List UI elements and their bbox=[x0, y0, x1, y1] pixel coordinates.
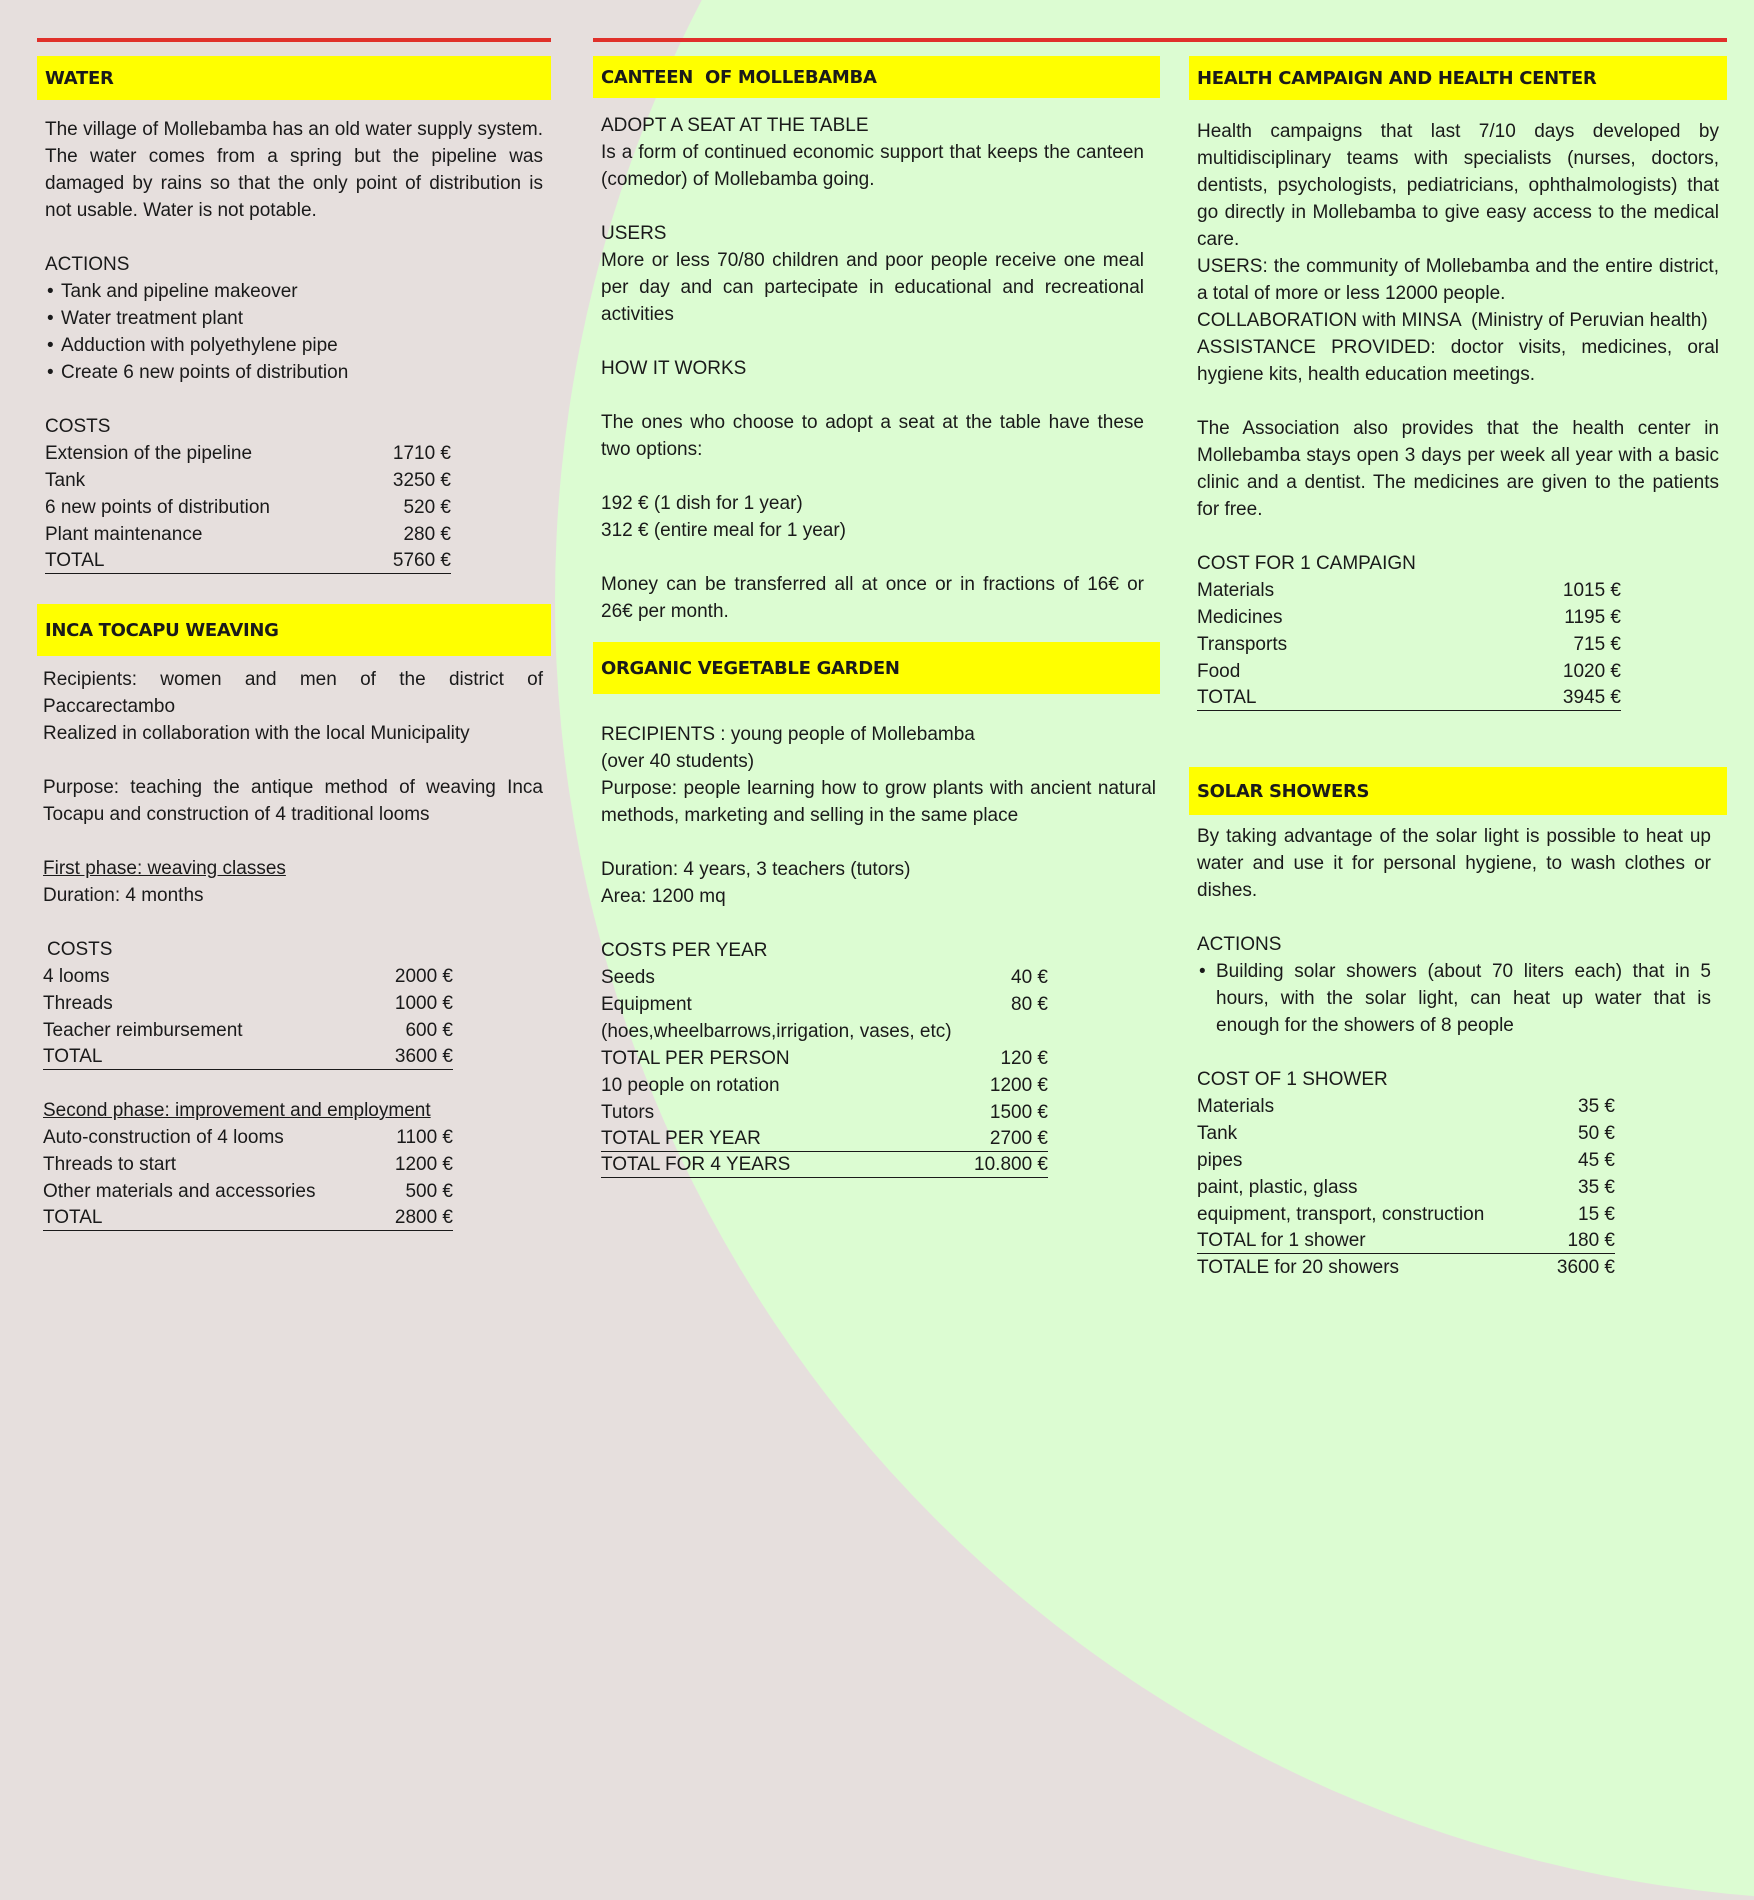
cost-row bbox=[37, 963, 453, 990]
middle-column bbox=[593, 56, 1160, 1178]
adopt-title: ADOPT A SEAT AT THE TABLE bbox=[601, 115, 869, 136]
list-item: • Tank and pipeline makeover bbox=[45, 278, 551, 305]
water-actions-title: ACTIONS bbox=[45, 254, 130, 275]
total-row bbox=[45, 548, 451, 574]
solar-cost-title: COST OF 1 SHOWER bbox=[1197, 1069, 1388, 1090]
cost-value: 500 € bbox=[405, 1181, 453, 1202]
phase1-title: First phase: weaving classes bbox=[43, 858, 286, 879]
water-heading: WATER bbox=[37, 56, 551, 100]
health-users: USERS: the community of Mollebamba and the entire district, a total of more or less 12000 people. bbox=[1197, 256, 1719, 304]
cost-label: TOTAL bbox=[45, 550, 105, 571]
health-assist: ASSISTANCE PROVIDED: doctor visits, medicines, oral hygiene kits, health education meetings. bbox=[1197, 337, 1719, 385]
cost-row bbox=[593, 1072, 1048, 1099]
cost-value: 2000 € bbox=[394, 966, 453, 987]
solar-intro: By taking advantage of the solar light is possible to heat up water and use it for personal hygiene, to wash clothes or dishes. bbox=[1197, 826, 1711, 901]
cost-label: Threads to start bbox=[43, 1154, 177, 1175]
cost-value: 15 € bbox=[1578, 1204, 1615, 1225]
cost-row bbox=[37, 1178, 453, 1205]
cost-row bbox=[37, 1124, 453, 1151]
cost-label: Food bbox=[1197, 661, 1241, 682]
total-row bbox=[601, 1152, 1048, 1178]
cost-label: 10 people on rotation bbox=[601, 1075, 780, 1096]
cost-row bbox=[1189, 604, 1621, 631]
cost-value: 35 € bbox=[1578, 1177, 1615, 1198]
right-column bbox=[1189, 56, 1727, 1281]
cost-label: TOTAL PER YEAR bbox=[601, 1128, 761, 1149]
cost-label: Auto-construction of 4 looms bbox=[43, 1127, 284, 1148]
users-title: USERS bbox=[601, 223, 667, 244]
cost-label: pipes bbox=[1197, 1150, 1243, 1171]
cost-label: TOTALE for 20 showers bbox=[1197, 1257, 1400, 1278]
cost-value: 3600 € bbox=[1556, 1257, 1615, 1278]
health-heading: HEALTH CAMPAIGN AND HEALTH CENTER bbox=[1189, 56, 1727, 100]
water-section bbox=[37, 56, 551, 574]
option-2: 312 € (entire meal for 1 year) bbox=[601, 520, 847, 541]
health-cost-title: COST FOR 1 CAMPAIGN bbox=[1197, 553, 1416, 574]
cost-value: 3600 € bbox=[394, 1046, 453, 1067]
top-rule-left bbox=[37, 38, 551, 42]
cost-label: paint, plastic, glass bbox=[1197, 1177, 1358, 1198]
phase1-duration: Duration: 4 months bbox=[43, 885, 204, 906]
cost-label: Threads bbox=[43, 993, 113, 1014]
cost-value: 5760 € bbox=[392, 550, 451, 571]
health-section bbox=[1189, 56, 1727, 711]
cost-value: 10.800 € bbox=[974, 1154, 1048, 1175]
cost-value: 1710 € bbox=[392, 443, 451, 464]
cost-value: 50 € bbox=[1578, 1123, 1615, 1144]
cost-label: Extension of the pipeline bbox=[45, 443, 253, 464]
adopt-text: Is a form of continued economic support that keeps the canteen (comedor) of Mollebamba going. bbox=[601, 142, 1144, 190]
weaving-purpose: Purpose: teaching the antique method of weaving Inca Tocapu and construction of 4 traditional looms bbox=[43, 777, 543, 825]
garden-heading: ORGANIC VEGETABLE GARDEN bbox=[593, 642, 1160, 694]
cost-label: 6 new points of distribution bbox=[45, 497, 270, 518]
weaving-costs-title: COSTS bbox=[47, 939, 113, 960]
left-column bbox=[37, 56, 551, 1231]
cost-row bbox=[37, 1017, 453, 1044]
garden-costs-title: COSTS PER YEAR bbox=[601, 940, 768, 961]
cost-row bbox=[1189, 1201, 1615, 1228]
health-intro: Health campaigns that last 7/10 days developed by multidisciplinary teams with specialists (nurses, doctors, dentists, psychologists, pediatricians, ophthalmologists) that go directly in Mollebamba to give easy access to the medical care. bbox=[1197, 121, 1719, 250]
cost-label: Other materials and accessories bbox=[43, 1181, 316, 1202]
canteen-heading: CANTEEN OF MOLLEBAMBA bbox=[593, 56, 1160, 98]
cost-value: 2800 € bbox=[394, 1207, 453, 1228]
cost-row bbox=[593, 1099, 1048, 1126]
water-intro: The village of Mollebamba has an old water supply system. The water comes from a spring but the pipeline was damaged by rains so that the only point of distribution is not usable. Water is not potable. bbox=[45, 119, 543, 221]
top-rule-right bbox=[593, 38, 1727, 42]
health-association: The Association also provides that the health center in Mollebamba stays open 3 days per week all year with a basic clinic and a dentist. The medicines are given to the patients for free. bbox=[1197, 418, 1719, 520]
cost-value: 80 € bbox=[1011, 994, 1048, 1015]
cost-label: equipment, transport, construction bbox=[1197, 1204, 1485, 1225]
cost-value: 600 € bbox=[405, 1020, 453, 1041]
cost-label: Materials bbox=[1197, 580, 1275, 601]
cost-value: 1195 € bbox=[1564, 607, 1621, 628]
cost-value: 45 € bbox=[1578, 1150, 1615, 1171]
cost-row bbox=[593, 964, 1048, 991]
canteen-section bbox=[593, 56, 1160, 625]
money-text: Money can be transferred all at once or in fractions of 16€ or 26€ per month. bbox=[601, 574, 1144, 622]
option-1: 192 € (1 dish for 1 year) bbox=[601, 493, 803, 514]
cost-row bbox=[37, 1151, 453, 1178]
list-item: • Create 6 new points of distribution bbox=[45, 359, 551, 386]
cost-row bbox=[1189, 1147, 1615, 1174]
cost-label: Materials bbox=[1197, 1096, 1275, 1117]
cost-label: Transports bbox=[1197, 634, 1288, 655]
cost-value: 1015 € bbox=[1562, 580, 1621, 601]
cost-label: TOTAL for 1 shower bbox=[1197, 1230, 1366, 1251]
cost-label: Plant maintenance bbox=[45, 524, 203, 545]
cost-value: 120 € bbox=[1000, 1048, 1048, 1069]
list-item: • Building solar showers (about 70 liters each) that in 5 hours, with the solar light, can heat up water that is enough for the showers of 8 people bbox=[1197, 958, 1711, 1039]
total-row bbox=[601, 1126, 1048, 1152]
cost-label: Equipment bbox=[601, 994, 692, 1015]
cost-row bbox=[1189, 1120, 1615, 1147]
weaving-recipients: Recipients: women and men of the district of Paccarectambo bbox=[43, 669, 543, 717]
cost-row bbox=[37, 467, 451, 494]
cost-row bbox=[37, 494, 451, 521]
garden-purpose: Purpose: people learning how to grow plants with ancient natural methods, marketing and selling in the same place bbox=[601, 778, 1156, 826]
cost-label: TOTAL FOR 4 YEARS bbox=[601, 1154, 791, 1175]
cost-value: 3945 € bbox=[1562, 687, 1621, 708]
total-row bbox=[43, 1205, 453, 1231]
cost-label: Teacher reimbursement bbox=[43, 1020, 243, 1041]
cost-value: 715 € bbox=[1573, 634, 1621, 655]
cost-label: 4 looms bbox=[43, 966, 110, 987]
equipment-note: (hoes,wheelbarrows,irrigation, vases, etc) bbox=[601, 1021, 952, 1042]
total-row bbox=[43, 1044, 453, 1070]
solar-section bbox=[1189, 767, 1727, 1281]
cost-row bbox=[1189, 577, 1621, 604]
water-actions-list bbox=[37, 278, 551, 386]
cost-label: TOTAL bbox=[1197, 687, 1257, 708]
total-row bbox=[1197, 685, 1621, 711]
how-text: The ones who choose to adopt a seat at the table have these two options: bbox=[601, 412, 1144, 460]
cost-row bbox=[37, 990, 453, 1017]
cost-value: 180 € bbox=[1567, 1230, 1615, 1251]
cost-value: 280 € bbox=[403, 524, 451, 545]
cost-label: TOTAL PER PERSON bbox=[601, 1048, 790, 1069]
total-row bbox=[1189, 1254, 1615, 1281]
cost-row bbox=[593, 991, 1048, 1018]
cost-row bbox=[1189, 631, 1621, 658]
solar-actions-title: ACTIONS bbox=[1197, 934, 1282, 955]
cost-row bbox=[593, 1045, 1048, 1072]
users-text: More or less 70/80 children and poor people receive one meal per day and can partecipate in educational and recreational activities bbox=[601, 250, 1144, 325]
cost-label: Seeds bbox=[601, 967, 655, 988]
water-costs-title: COSTS bbox=[45, 416, 111, 437]
list-item: • Adduction with polyethylene pipe bbox=[45, 332, 551, 359]
list-item: • Water treatment plant bbox=[45, 305, 551, 332]
garden-students: (over 40 students) bbox=[601, 751, 755, 772]
total-row bbox=[1197, 1228, 1615, 1254]
weaving-heading: INCA TOCAPU WEAVING bbox=[37, 604, 551, 656]
cost-value: 3250 € bbox=[392, 470, 451, 491]
how-title: HOW IT WORKS bbox=[601, 358, 747, 379]
garden-duration: Duration: 4 years, 3 teachers (tutors) bbox=[601, 859, 911, 880]
garden-section bbox=[593, 642, 1160, 1178]
garden-area: Area: 1200 mq bbox=[601, 886, 726, 907]
cost-label: Tank bbox=[1197, 1123, 1238, 1144]
cost-row bbox=[1189, 1093, 1615, 1120]
cost-value: 1200 € bbox=[989, 1075, 1048, 1096]
cost-value: 1100 € bbox=[396, 1127, 453, 1148]
cost-row bbox=[1189, 1174, 1615, 1201]
cost-label: Tutors bbox=[601, 1102, 655, 1123]
cost-value: 1020 € bbox=[1562, 661, 1621, 682]
cost-value: 1200 € bbox=[394, 1154, 453, 1175]
weaving-realized: Realized in collaboration with the local Municipality bbox=[43, 723, 470, 744]
cost-value: 520 € bbox=[403, 497, 451, 518]
cost-row bbox=[1189, 658, 1621, 685]
cost-value: 40 € bbox=[1011, 967, 1048, 988]
cost-row bbox=[37, 521, 451, 548]
health-collab: COLLABORATION with MINSA (Ministry of Peruvian health) bbox=[1197, 310, 1708, 331]
cost-value: 1500 € bbox=[989, 1102, 1048, 1123]
cost-value: 2700 € bbox=[989, 1128, 1048, 1149]
cost-label: Medicines bbox=[1197, 607, 1283, 628]
solar-heading: SOLAR SHOWERS bbox=[1189, 767, 1727, 815]
cost-label: TOTAL bbox=[43, 1207, 103, 1228]
cost-value: 1000 € bbox=[394, 993, 453, 1014]
solar-actions-list bbox=[1189, 958, 1727, 1039]
weaving-section bbox=[37, 604, 551, 1231]
cost-label: TOTAL bbox=[43, 1046, 103, 1067]
cost-row bbox=[37, 440, 451, 467]
garden-recipients: RECIPIENTS : young people of Mollebamba bbox=[601, 724, 975, 745]
cost-value: 35 € bbox=[1578, 1096, 1615, 1117]
cost-label: Tank bbox=[45, 470, 86, 491]
phase2-title: Second phase: improvement and employment bbox=[43, 1100, 431, 1121]
